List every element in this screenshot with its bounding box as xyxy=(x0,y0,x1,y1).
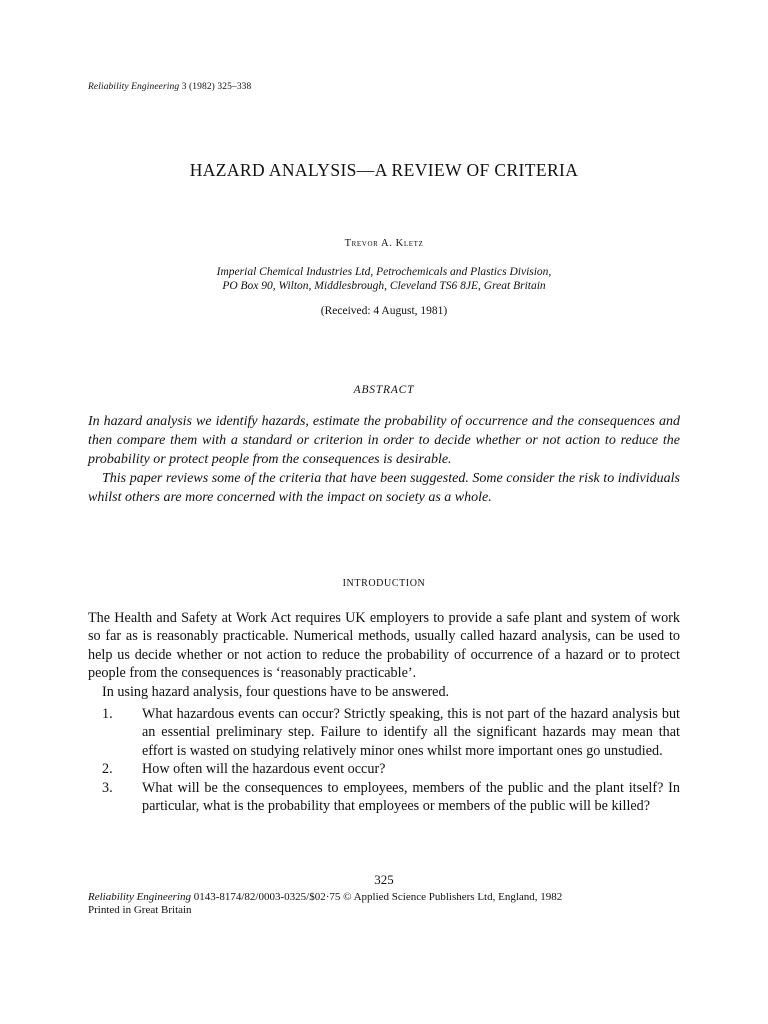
list-item-number: 1. xyxy=(102,706,113,723)
abstract-body xyxy=(88,412,680,507)
paper-title: HAZARD ANALYSIS—A REVIEW OF CRITERIA xyxy=(189,160,579,180)
received-date: (Received: 4 August, 1981) xyxy=(320,305,448,317)
journal-volume-pages: 3 (1982) 325–338 xyxy=(179,82,252,92)
footer-publication-info: 0143-8174/82/0003-0325/$02·75 © Applied Science Publishers Ltd, England, 1982 xyxy=(190,891,563,903)
introduction-body xyxy=(88,609,680,815)
introduction-heading: INTRODUCTION xyxy=(342,578,426,589)
journal-name: Reliability Engineering xyxy=(88,82,180,92)
question-list xyxy=(88,705,680,815)
introduction-paragraph-2: In using hazard analysis, four questions have to be answered. xyxy=(102,683,450,700)
list-item-text: What hazardous events can occur? Strictly speaking, this is not part of the hazard analysis but an essential preliminary step. Failure to identify all the significant hazards may mean that effort is wasted on studying relatively minor ones whilst more important ones go unstudied. xyxy=(142,706,680,759)
journal-reference xyxy=(88,82,251,92)
footer-journal-name: Reliability Engineering xyxy=(88,891,191,903)
affiliation-line-2: PO Box 90, Wilton, Middlesbrough, Cleveland TS6 8JE, Great Britain xyxy=(222,280,546,292)
footer-line-1 xyxy=(88,891,562,904)
list-item-number: 2. xyxy=(102,761,113,778)
abstract-paragraph-2: This paper reviews some of the criteria that have been suggested. Some consider the risk to individuals whilst others are more concerned with the impact on society as a whole. xyxy=(88,471,680,505)
affiliation-line-1: Imperial Chemical Industries Ltd, Petrochemicals and Plastics Division, xyxy=(216,266,552,278)
page-number: 325 xyxy=(374,872,394,887)
introduction-paragraph-1: The Health and Safety at Work Act requires UK employers to provide a safe plant and system of work so far as is reasonably practicable. Numerical methods, usually called hazard analysis, can be used to help us decide whether or not action to reduce the probability of occurrence of a hazard or to protect people from the consequences is ‘reasonably practicable’. xyxy=(88,610,680,682)
list-item-text: How often will the hazardous event occur? xyxy=(142,761,386,778)
author-affiliation xyxy=(0,265,768,293)
list-item-text: What will be the consequences to employees, members of the public and the plant itself? In particular, what is the probability that employees or members of the public will be killed? xyxy=(142,779,680,815)
list-item-number: 3. xyxy=(102,779,113,796)
footer-printed-in: Printed in Great Britain xyxy=(88,904,192,916)
list-item xyxy=(88,760,680,778)
list-item xyxy=(88,705,680,760)
abstract-heading: ABSTRACT xyxy=(353,384,415,396)
abstract-paragraph-1: In hazard analysis we identify hazards, estimate the probability of occurrence and the consequences and then compare them with a standard or criterion in order to decide whether or not action to reduce the probability or protect people from the consequences is desirable. xyxy=(88,414,680,467)
publication-footer xyxy=(88,891,562,917)
list-item xyxy=(88,779,680,816)
author-name: Trevor A. Kletz xyxy=(344,238,424,249)
